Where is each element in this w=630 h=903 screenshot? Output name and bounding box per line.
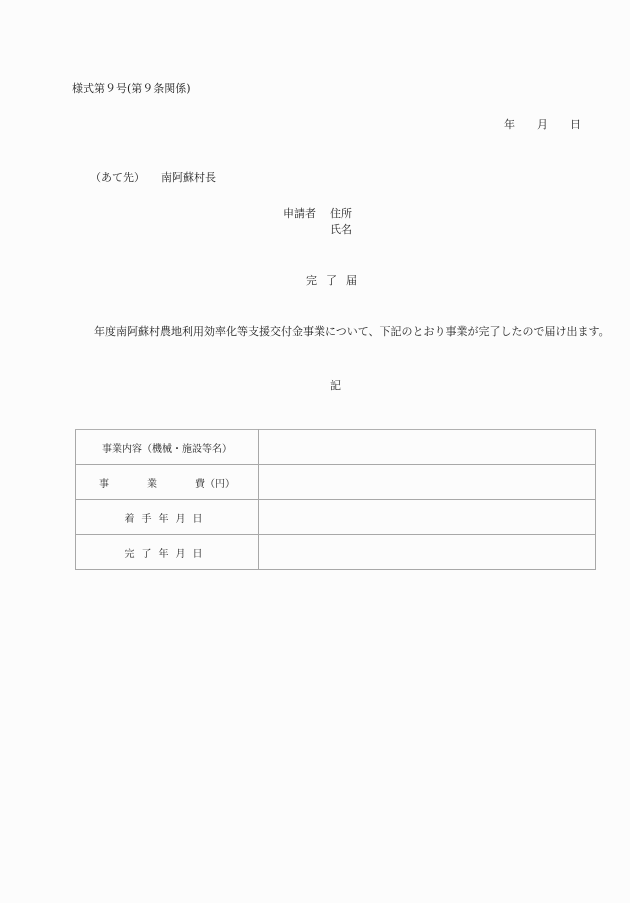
start-date-value[interactable] bbox=[259, 500, 596, 535]
business-content-value[interactable] bbox=[259, 430, 596, 465]
table-row bbox=[76, 500, 596, 535]
start-date-label: 着手年月日 bbox=[76, 500, 259, 535]
year-label: 年 bbox=[504, 118, 515, 131]
cost-label-part-3: 費（円） bbox=[195, 478, 235, 490]
month-label: 月 bbox=[537, 118, 548, 131]
applicant-address-label: 住所 bbox=[330, 207, 352, 220]
cost-label-part-2: 業 bbox=[147, 478, 157, 490]
addressee-prefix: （あて先） bbox=[90, 171, 145, 184]
business-content-label: 事業内容（機械・施設等名） bbox=[76, 430, 259, 465]
applicant-name-label: 氏名 bbox=[330, 223, 352, 236]
table-row bbox=[76, 465, 596, 500]
form-number: 様式第９号(第９条関係) bbox=[72, 82, 191, 95]
cost-label-part-1: 事 bbox=[99, 478, 109, 490]
document-title: 完了届 bbox=[306, 274, 366, 287]
business-cost-label bbox=[76, 465, 259, 500]
date-line bbox=[504, 116, 581, 132]
table-row bbox=[76, 430, 596, 465]
day-label: 日 bbox=[570, 118, 581, 131]
business-cost-value[interactable] bbox=[259, 465, 596, 500]
detail-table bbox=[75, 429, 596, 570]
applicant-label: 申請者 bbox=[283, 207, 316, 220]
body-text: 年度南阿蘇村農地利用効率化等支援交付金事業について、下記のとおり事業が完了したので届け出ます。 bbox=[94, 325, 610, 338]
table-row bbox=[76, 535, 596, 570]
addressee bbox=[90, 169, 216, 185]
completion-date-value[interactable] bbox=[259, 535, 596, 570]
ki-heading: 記 bbox=[330, 379, 341, 392]
completion-date-label: 完了年月日 bbox=[76, 535, 259, 570]
addressee-name: 南阿蘇村長 bbox=[161, 171, 216, 184]
